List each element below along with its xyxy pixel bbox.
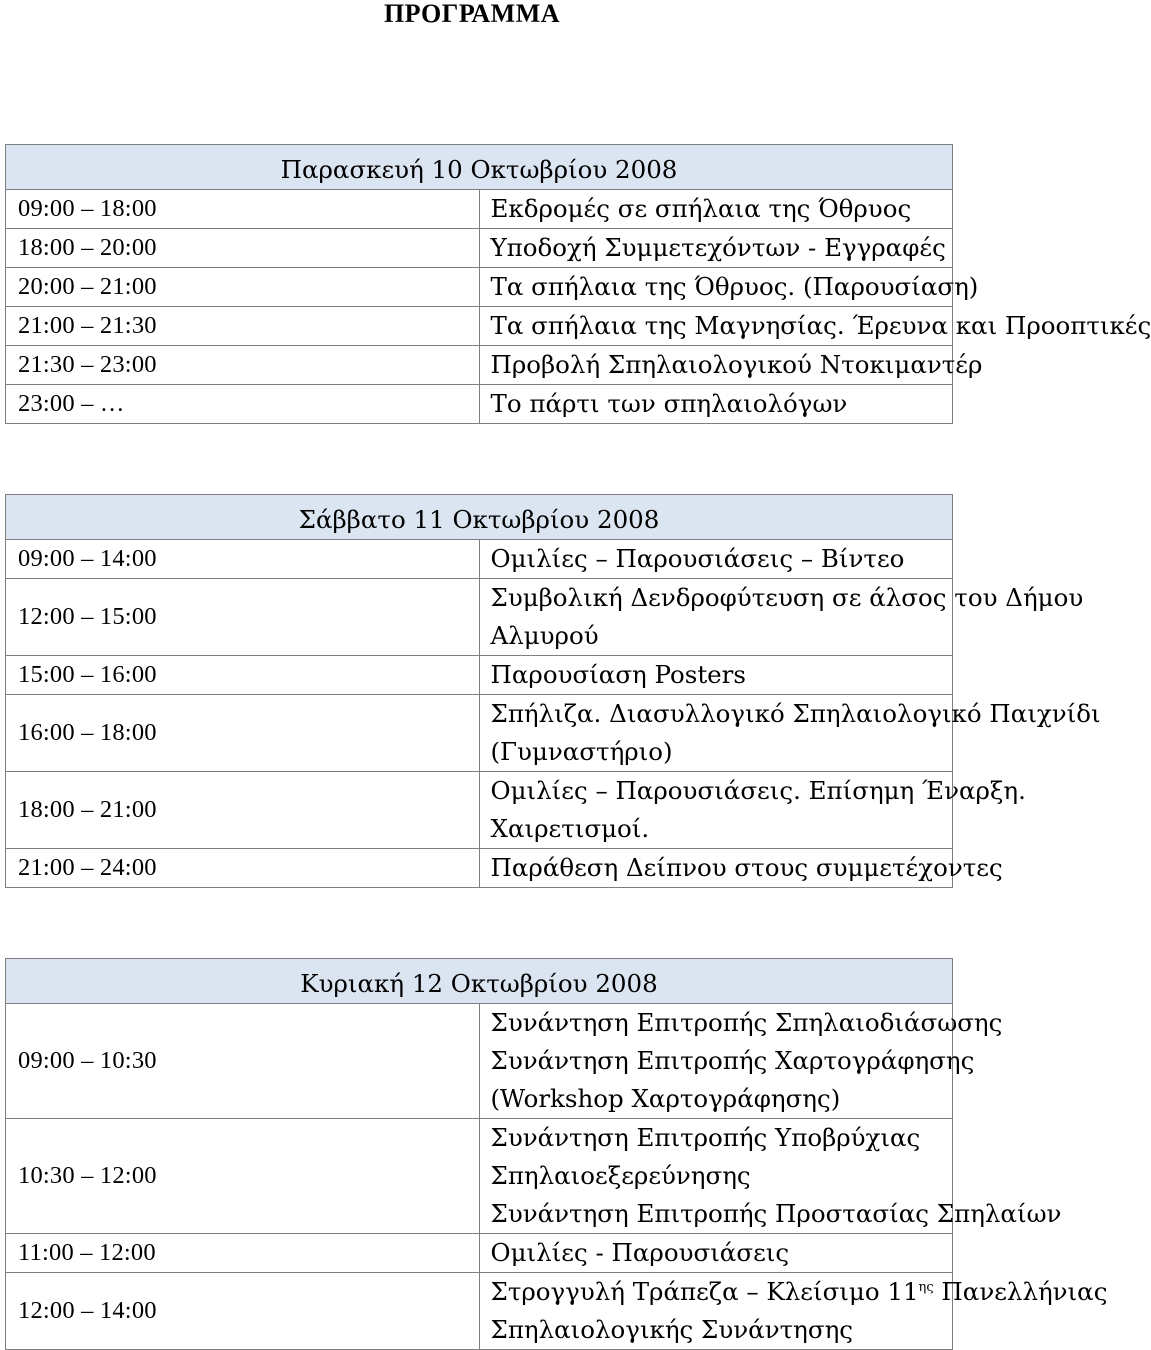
table-row [6,849,953,888]
time-cell: 11:00 – 12:00 [6,1234,480,1273]
activity-cell: Τα σπήλαια της Όθρυος. (Παρουσίαση) [479,268,953,307]
activity-cell: Ομιλίες - Παρουσιάσεις [479,1234,953,1273]
table-row [6,229,953,268]
activity-line: Σπηλαιολογικής Συνάντησης [490,1315,853,1344]
activity-cell [479,1004,1003,1119]
table-row [6,1234,953,1273]
activity-text: Στρογγυλή Τράπεζα – Κλείσιμο 11 [490,1277,919,1306]
time-cell: 21:30 – 23:00 [6,346,480,385]
activity-line: Χαιρετισμοί. [490,814,650,843]
activity-cell: Υποδοχή Συμμετεχόντων - Εγγραφές [479,229,953,268]
activity-line: Συνάντηση Επιτροπής Σπηλαιοδιάσωσης [490,1008,1003,1037]
activity-cell [479,1273,1108,1350]
activity-cell: Παράθεση Δείπνου στους συμμετέχοντες [479,849,953,888]
table-row [6,1004,953,1119]
time-cell: 23:00 – … [6,385,480,424]
day-heading: Κυριακή 12 Οκτωβρίου 2008 [6,959,953,1004]
activity-cell [479,1119,1062,1234]
ordinal-suffix: ης [918,1280,934,1295]
activity-text: Πανελλήνιας [933,1277,1108,1306]
activity-line: Συνάντηση Επιτροπής Προστασίας Σπηλαίων [490,1199,1062,1228]
table-row [6,385,953,424]
activity-line: Σπήλιζα. Διασυλλογικό Σπηλαιολογικό Παιχνίδι [490,699,1101,728]
time-cell: 18:00 – 20:00 [6,229,480,268]
activity-cell: Ομιλίες – Παρουσιάσεις – Βίντεο [479,540,953,579]
time-cell: 21:00 – 24:00 [6,849,480,888]
table-row [6,1119,953,1234]
table-row [6,346,953,385]
table-row [6,1273,953,1350]
activity-line: Σπηλαιοεξερεύνησης [490,1161,751,1190]
activity-line: Συνάντηση Επιτροπής Υποβρύχιας [490,1123,921,1152]
time-cell: 12:00 – 14:00 [6,1273,480,1350]
activity-cell: Το πάρτι των σπηλαιολόγων [479,385,953,424]
day-heading: Παρασκευή 10 Οκτωβρίου 2008 [6,145,953,190]
activity-cell [479,695,1101,772]
activity-line: (Γυμναστήριο) [490,737,673,766]
activity-cell: Τα σπήλαια της Μαγνησίας. Έρευνα και Προοπτικές [479,307,953,346]
time-cell: 18:00 – 21:00 [6,772,480,849]
table-row [6,190,953,229]
day-table-friday [5,144,1151,424]
time-cell: 15:00 – 16:00 [6,656,480,695]
time-cell: 16:00 – 18:00 [6,695,480,772]
time-cell: 10:30 – 12:00 [6,1119,480,1234]
table-row [6,695,953,772]
time-cell: 21:00 – 21:30 [6,307,480,346]
activity-line [490,1273,1108,1311]
day-table-saturday [5,494,1101,888]
page-title: ΠΡΟΓΡΑΜΜΑ [383,0,561,28]
time-cell: 09:00 – 14:00 [6,540,480,579]
time-cell: 09:00 – 10:30 [6,1004,480,1119]
table-row [6,540,953,579]
activity-line: Συμβολική Δενδροφύτευση σε άλσος του Δήμου [490,583,1084,612]
table-row [6,656,953,695]
activity-cell: Εκδρομές σε σπήλαια της Όθρυος [479,190,953,229]
activity-cell: Παρουσίαση Posters [479,656,953,695]
activity-cell: Προβολή Σπηλαιολογικού Ντοκιμαντέρ [479,346,953,385]
activity-cell [479,579,1084,656]
time-cell: 12:00 – 15:00 [6,579,480,656]
activity-line: Ομιλίες – Παρουσιάσεις. Επίσημη Έναρξη. [490,776,1026,805]
day-table-sunday [5,958,1108,1350]
activity-line: (Workshop Χαρτογράφησης) [490,1084,841,1113]
table-row [6,579,953,656]
activity-line: Συνάντηση Επιτροπής Χαρτογράφησης [490,1046,975,1075]
table-row [6,307,953,346]
table-row [6,268,953,307]
activity-cell [479,772,1026,849]
day-heading: Σάββατο 11 Οκτωβρίου 2008 [6,495,953,540]
table-row [6,772,953,849]
activity-line: Αλμυρού [490,621,599,650]
time-cell: 09:00 – 18:00 [6,190,480,229]
time-cell: 20:00 – 21:00 [6,268,480,307]
